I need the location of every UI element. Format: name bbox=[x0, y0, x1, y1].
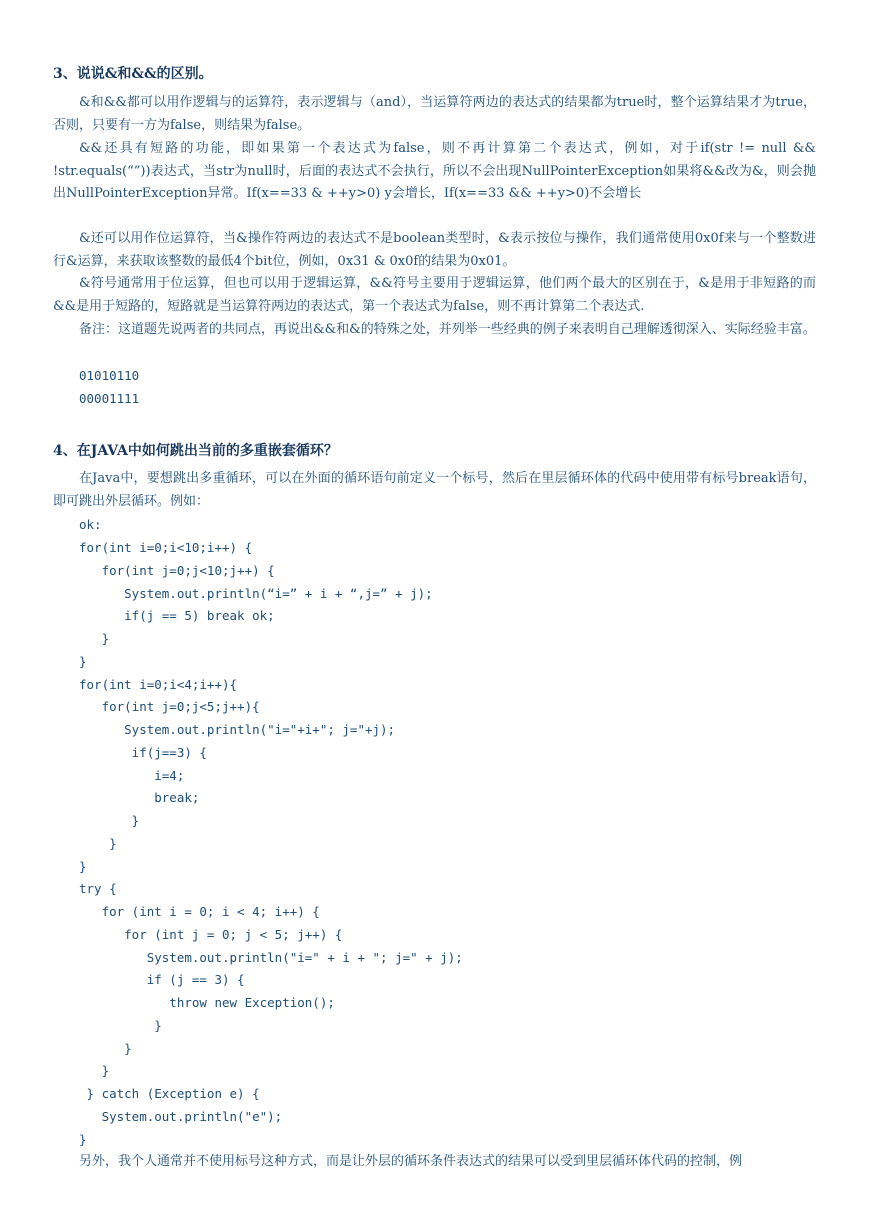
code-line: System.out.println(“i=” + i + “,j=” + j); bbox=[79, 586, 433, 601]
code-line: for (int i = 0; i < 4; i++) { bbox=[79, 904, 320, 919]
section-3-paragraph-4: &符号通常用于位运算，但也可以用于逻辑运算，&&符号主要用于逻辑运算，他们两个最大的区别在于，&是用于非短路的而&&是用于短路的，短路就是当运算符两边的表达式，第一个表达式为false，则不再计算第二个表达式. bbox=[53, 276, 816, 314]
code-line: } bbox=[79, 654, 87, 669]
section-3-paragraph-5: 备注：这道题先说两者的共同点，再说出&&和&的特殊之处，并列举一些经典的例子来表明自己理解透彻深入、实际经验丰富。 bbox=[79, 322, 816, 337]
code-line: for(int j=0;j<5;j++){ bbox=[79, 699, 260, 714]
code-line: } bbox=[79, 813, 140, 828]
binary-value-2: 00001111 bbox=[79, 391, 140, 406]
code-line: } bbox=[79, 1132, 87, 1147]
section-4-outro: 另外，我个人通常并不使用标号这种方式，而是让外层的循环条件表达式的结果可以受到里层循环体代码的控制，例 bbox=[79, 1154, 743, 1169]
code-line: } bbox=[79, 836, 117, 851]
code-line: System.out.println("i=" + i + "; j=" + j); bbox=[79, 950, 463, 965]
code-line: for(int j=0;j<10;j++) { bbox=[79, 563, 275, 578]
section-3-heading: 3、说说&和&&的区别。 bbox=[53, 66, 213, 82]
section-4-heading: 4、在JAVA中如何跳出当前的多重嵌套循环？ bbox=[53, 443, 338, 459]
code-line: for(int i=0;i<4;i++){ bbox=[79, 677, 238, 692]
code-line: throw new Exception(); bbox=[79, 995, 335, 1010]
code-line: } bbox=[79, 631, 110, 646]
code-line: break; bbox=[79, 790, 200, 805]
code-line: } catch (Exception e) { bbox=[79, 1086, 260, 1101]
section-3-paragraph-1: &和&&都可以用作逻辑与的运算符，表示逻辑与（and），当运算符两边的表达式的结果都为true时，整个运算结果才为true，否则，只要有一方为false，则结果为false。 bbox=[53, 95, 816, 133]
section-3-paragraph-3: &还可以用作位运算符，当&操作符两边的表达式不是boolean类型时，&表示按位与操作，我们通常使用0x0f来与一个整数进行&运算，来获取该整数的最低4个bit位，例如，0x31 & 0x0f的结果为0x01。 bbox=[53, 231, 816, 269]
code-line: System.out.println("e"); bbox=[79, 1109, 283, 1124]
code-line: if(j==3) { bbox=[79, 745, 207, 760]
code-line: } bbox=[79, 1063, 110, 1078]
section-4-intro: 在Java中，要想跳出多重循环，可以在外面的循环语句前定义一个标号，然后在里层循环体的代码中使用带有标号break语句，即可跳出外层循环。例如： bbox=[53, 471, 816, 509]
code-line: try { bbox=[79, 881, 117, 896]
code-line: } bbox=[79, 1041, 132, 1056]
binary-value-1: 01010110 bbox=[79, 368, 140, 383]
code-line: for (int j = 0; j < 5; j++) { bbox=[79, 927, 343, 942]
code-line: for(int i=0;i<10;i++) { bbox=[79, 540, 253, 555]
code-line: System.out.println("i="+i+"; j="+j); bbox=[79, 722, 396, 737]
code-line: if (j == 3) { bbox=[79, 972, 245, 987]
code-line: i=4; bbox=[79, 768, 185, 783]
code-line: } bbox=[79, 1018, 162, 1033]
code-line: } bbox=[79, 859, 87, 874]
section-3-paragraph-2: &&还具有短路的功能，即如果第一个表达式为false，则不再计算第二个表达式，例如，对于if(str != null && !str.equals(“”))表达式，当str为null时，后面的表达式不会执行，所以不会出现NullPointerException如果将&&改为&，则会抛出NullPointerException异常。If(x==33 & ++y>0) y会增长，If(x==33 && ++y>0)不会增长 bbox=[53, 141, 816, 202]
code-line: if(j == 5) break ok; bbox=[79, 608, 275, 623]
code-line: ok: bbox=[79, 517, 102, 532]
